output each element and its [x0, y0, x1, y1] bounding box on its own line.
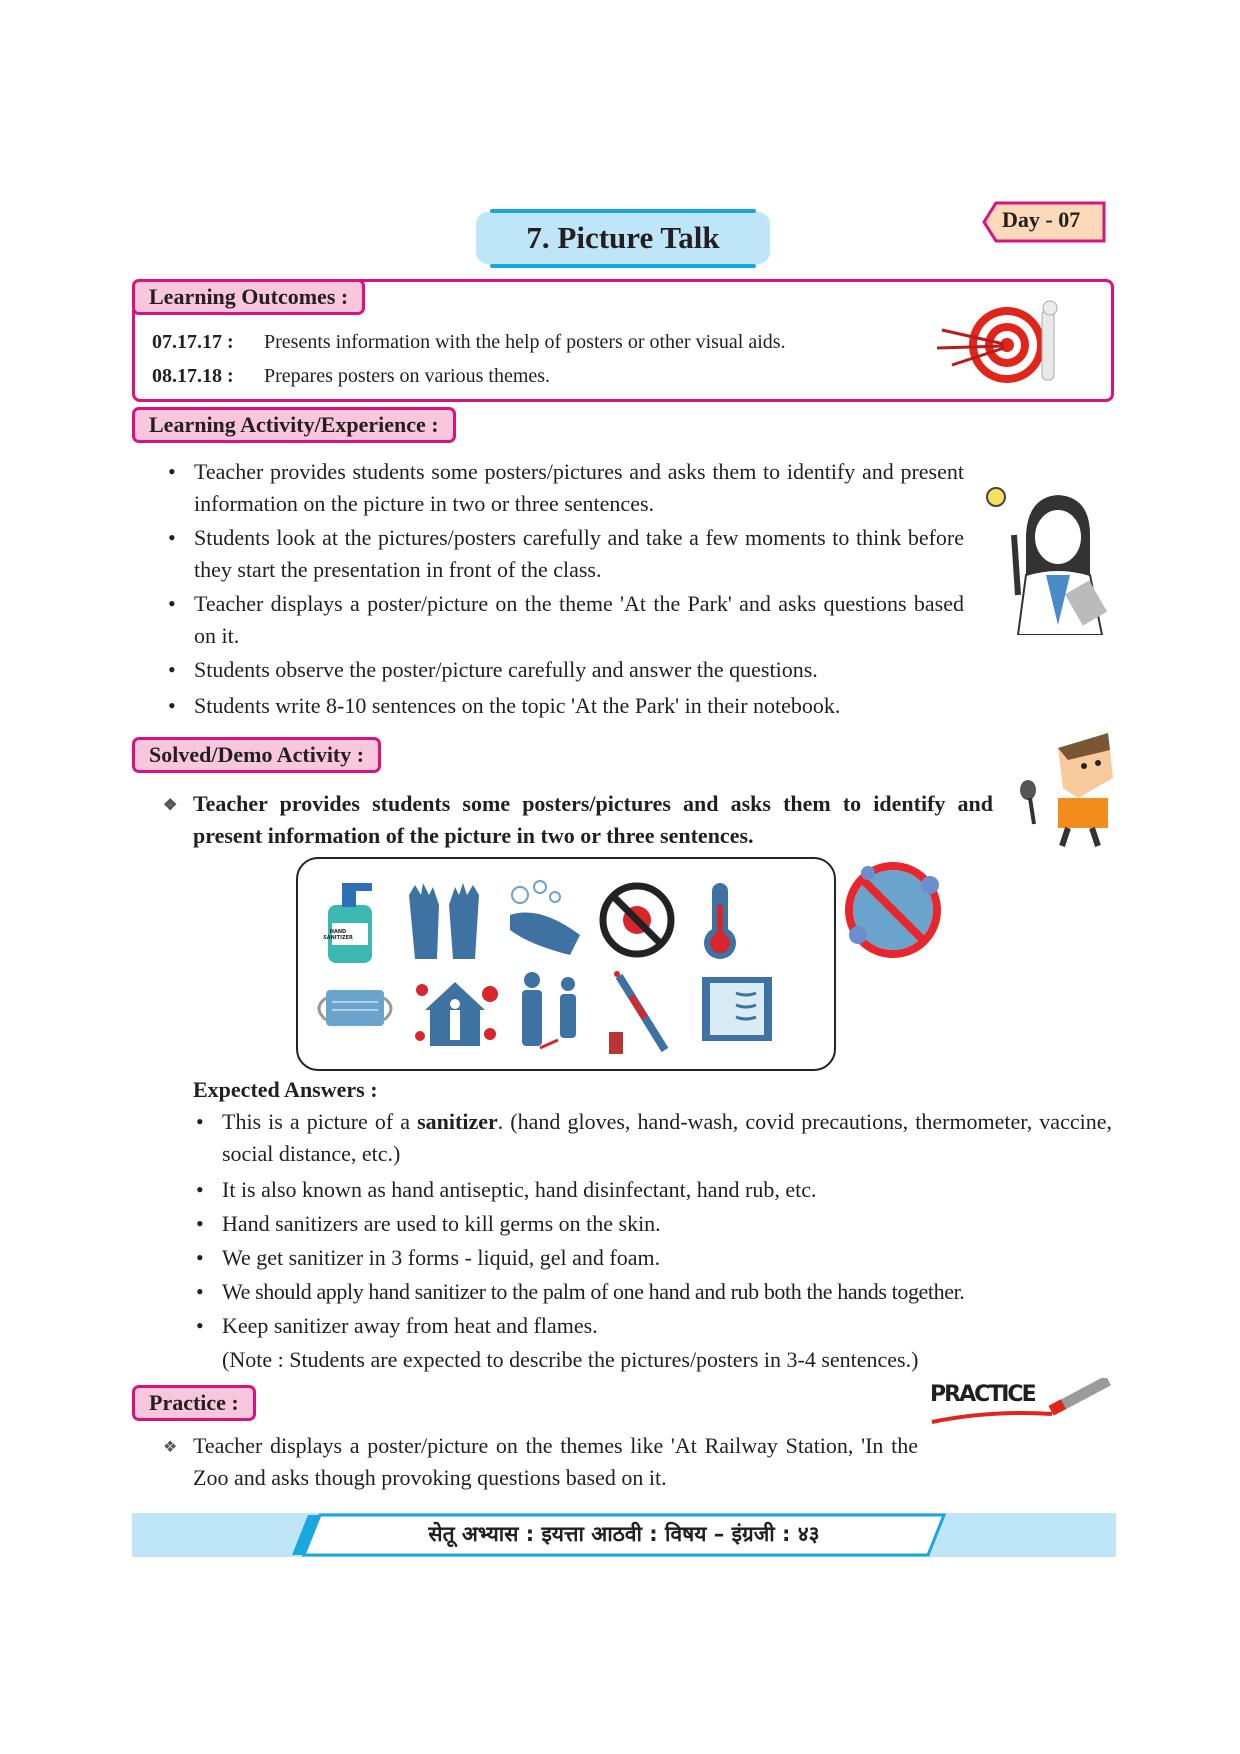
marker-pen-icon — [1048, 1378, 1118, 1418]
bullet-icon: • — [196, 1279, 204, 1304]
picture-icon-grid — [300, 870, 830, 1060]
list-item — [196, 1242, 661, 1274]
list-item — [196, 1310, 598, 1342]
outcome-code: 08.17.18 : — [152, 365, 234, 387]
outcome-text: Prepares posters on various themes. — [264, 365, 551, 387]
outcome-row — [152, 330, 786, 354]
stay-home-icon — [410, 970, 500, 1050]
outcome-code: 07.17.17 : — [152, 331, 234, 353]
demo-instruction-text: Teacher provides students some posters/pictures and asks them to identify and present information of the picture in two or three sentences. — [193, 791, 993, 848]
list-item — [196, 1174, 817, 1206]
bullet-icon: • — [196, 1211, 204, 1236]
diamond-bullet-icon: ❖ — [163, 1439, 178, 1456]
list-item-text: We get sanitizer in 3 forms - liquid, gel and foam. — [222, 1245, 661, 1270]
answer-keyword: sanitizer — [417, 1109, 498, 1134]
answer-prefix: This is a picture of a — [222, 1109, 418, 1134]
face-mask-icon — [310, 980, 400, 1040]
bullet-icon: • — [168, 459, 176, 484]
outcome-row — [152, 364, 550, 388]
list-item-text: Students write 8-10 sentences on the topic 'At the Park' in their notebook. — [194, 693, 841, 718]
practice-badge-text: PRACTICE — [930, 1382, 1035, 1407]
day-label: Day - 07 — [1002, 207, 1081, 232]
footer-band — [132, 1513, 1116, 1557]
sanitizer-label: HAND SANITIZER — [323, 929, 353, 941]
practice-item — [163, 1430, 918, 1494]
list-item-text: Teacher provides students some posters/pictures and asks them to identify and present information on the picture in two or three sentences. — [194, 459, 964, 516]
day-tag — [994, 201, 1104, 241]
expected-answers-note: (Note : Students are expected to describe the pictures/posters in 3-4 sentences.) — [222, 1347, 919, 1372]
solved-demo-label: Solved/Demo Activity : — [132, 737, 381, 773]
bullet-icon: • — [168, 693, 176, 718]
expected-answers-heading: Expected Answers : — [193, 1077, 378, 1102]
list-item-text: Hand sanitizers are used to kill germs on the skin. — [222, 1211, 661, 1236]
learning-activity-label: Learning Activity/Experience : — [132, 407, 456, 443]
practice-label: Practice : — [132, 1385, 256, 1421]
list-item-text: It is also known as hand antiseptic, hand disinfectant, hand rub, etc. — [222, 1177, 817, 1202]
bullet-icon: • — [168, 657, 176, 682]
footer-text: सेतू अभ्यास : इयत्ता आठवी : विषय – इंग्रजी : ४३ — [428, 1522, 820, 1546]
practice-badge — [930, 1378, 1120, 1426]
page-title: 7. Picture Talk — [526, 220, 720, 255]
no-virus-icon — [595, 878, 679, 962]
bullet-icon: • — [196, 1177, 204, 1202]
list-item-text: Keep sanitizer away from heat and flames. — [222, 1313, 598, 1338]
list-item — [168, 588, 964, 652]
vaccine-icon — [605, 970, 675, 1060]
list-item — [196, 1276, 965, 1308]
list-item — [168, 690, 841, 722]
list-item — [196, 1106, 1112, 1170]
red-underline-swoosh — [930, 1410, 1054, 1424]
bullet-icon: • — [196, 1313, 204, 1338]
practice-text: Teacher displays a poster/picture on the themes like 'At Railway Station, 'In the Zoo and asks though provoking questions based on it. — [193, 1433, 918, 1490]
list-item — [168, 654, 818, 686]
page-title-banner — [476, 212, 770, 264]
list-item-text: Students look at the pictures/posters carefully and take a few moments to think before they start the presentation in front of the class. — [194, 525, 964, 582]
list-item — [196, 1208, 661, 1240]
speaker-with-microphone-icon — [1018, 728, 1118, 848]
target-with-arrows-icon — [932, 300, 1082, 390]
bullet-icon: • — [196, 1245, 204, 1270]
learning-outcomes-label: Learning Outcomes : — [132, 279, 365, 315]
demo-instruction — [163, 788, 993, 852]
list-item-text: We should apply hand sanitizer to the palm of one hand and rub both the hands together. — [222, 1279, 965, 1304]
thermometer-icon — [690, 875, 750, 965]
hand-sanitizer-icon — [320, 875, 380, 965]
bullet-icon: • — [168, 525, 176, 550]
list-item-text: Teacher displays a poster/picture on the theme 'At the Park' and asks questions based on it. — [194, 591, 964, 648]
outcome-text: Presents information with the help of posters or other visual aids. — [264, 331, 786, 353]
list-item — [168, 456, 964, 520]
diamond-bullet-icon: ❖ — [163, 797, 178, 814]
gloves-icon — [405, 875, 485, 965]
social-distance-icon — [510, 970, 590, 1055]
bullet-icon: • — [196, 1109, 204, 1134]
bullet-icon: • — [168, 591, 176, 616]
stop-virus-icon — [838, 855, 948, 965]
hand-wash-icon — [500, 875, 590, 965]
list-item — [168, 522, 964, 586]
teacher-with-lightbulb-icon — [978, 475, 1114, 635]
list-item-text: Students observe the poster/picture carefully and answer the questions. — [194, 657, 818, 682]
ventilation-window-icon — [700, 975, 775, 1045]
answer-suffix: . (hand gloves, hand-wash, covid precautions, thermometer, vaccine, social distance, etc.) — [222, 1109, 1112, 1166]
